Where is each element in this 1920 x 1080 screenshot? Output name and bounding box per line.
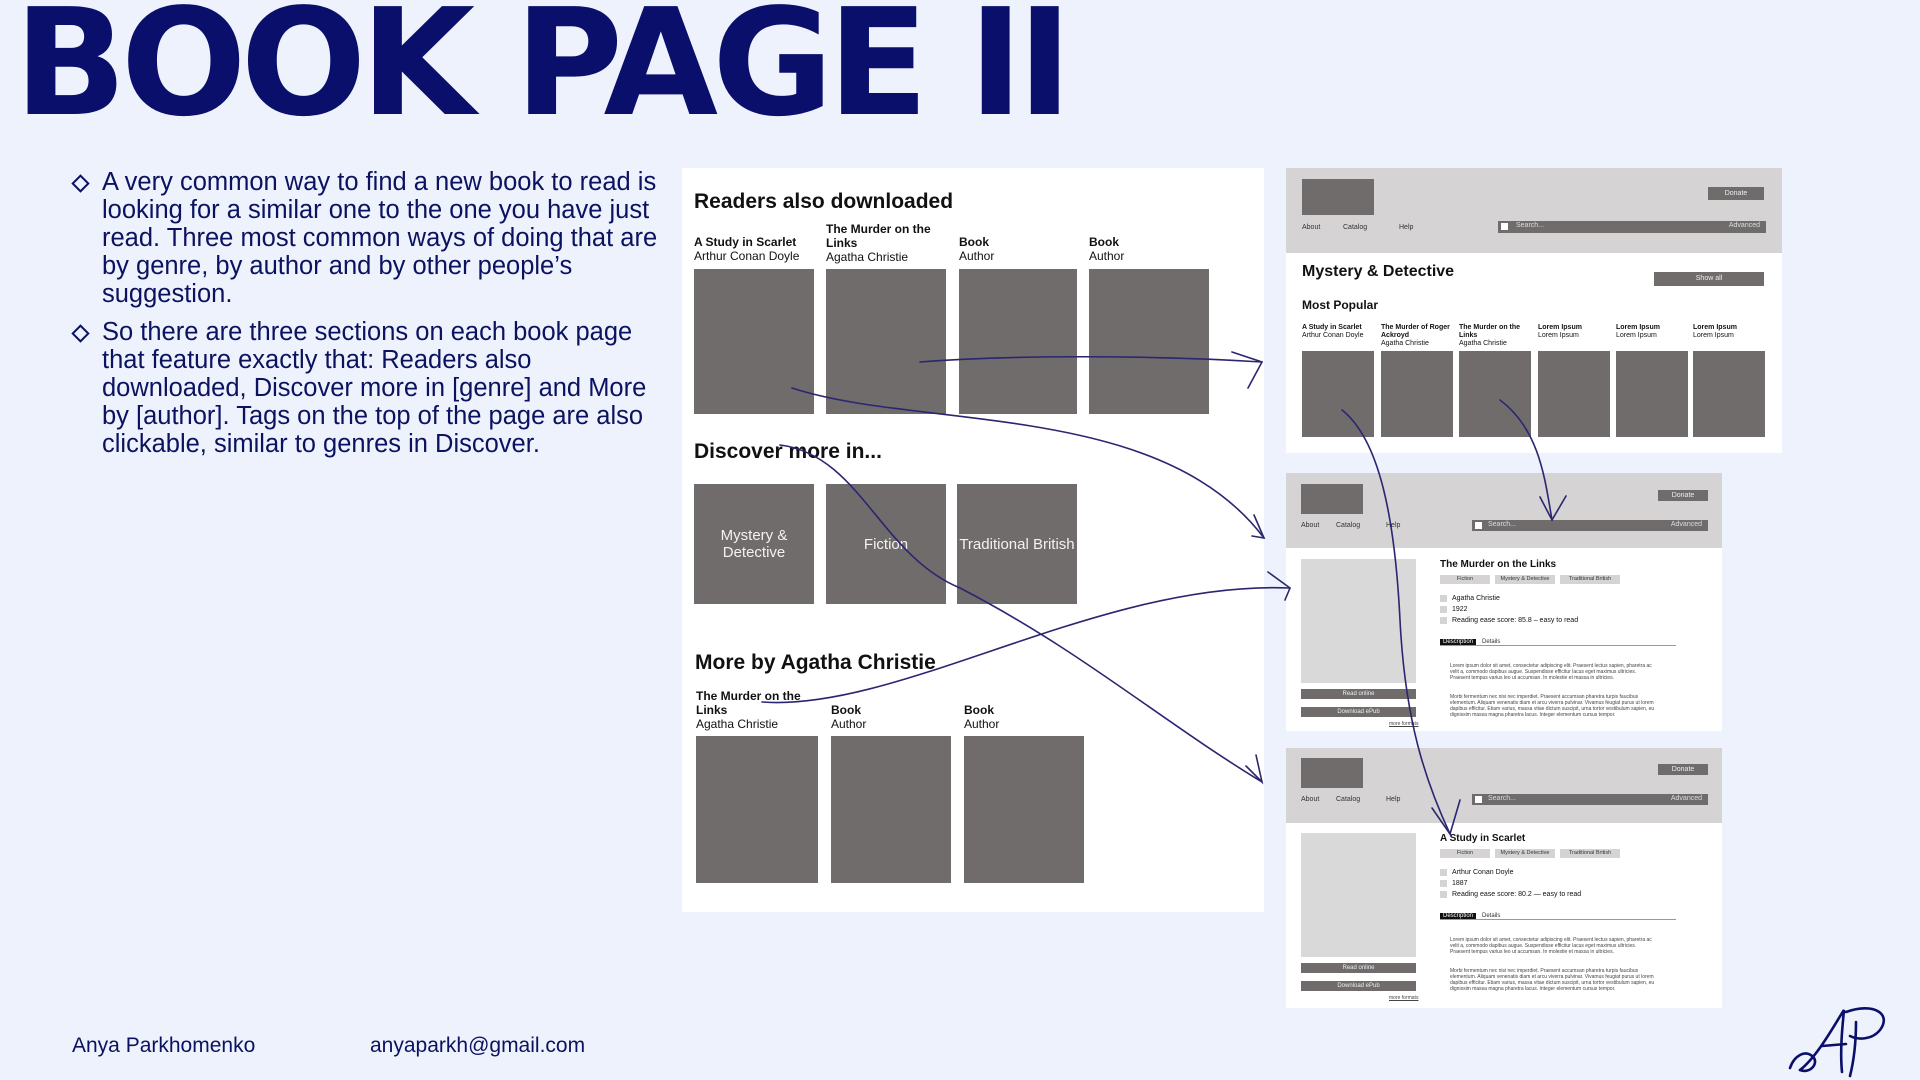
nav-help[interactable]: Help <box>1386 522 1401 529</box>
logo-placeholder[interactable] <box>1301 758 1363 788</box>
book-author: Agatha Christie <box>1459 340 1507 347</box>
page-title: BOOK PAGE II <box>14 0 1067 149</box>
book-caption[interactable] <box>1381 324 1453 348</box>
book-cover[interactable] <box>1616 351 1688 437</box>
book-title: Lorem Ipsum <box>1693 324 1737 331</box>
book-caption[interactable] <box>1538 324 1610 340</box>
book-author: Arthur Conan Doyle <box>694 249 800 263</box>
book-page-wireframe <box>682 168 1264 912</box>
genre-title: Mystery & Detective <box>1302 263 1455 280</box>
book-cover[interactable] <box>1693 351 1765 437</box>
book-caption[interactable] <box>964 703 1074 731</box>
nav-about[interactable]: About <box>1301 522 1320 529</box>
book-cover[interactable] <box>964 736 1084 883</box>
book-meta <box>1440 593 1578 626</box>
book-caption[interactable] <box>1616 324 1688 340</box>
diamond-bullet-icon <box>71 174 89 192</box>
meta-author-text: Arthur Conan Doyle <box>1452 869 1514 876</box>
author-name: Anya Parkhomenko <box>72 1034 256 1057</box>
meta-year <box>1440 878 1581 889</box>
donate-button[interactable]: Donate <box>1658 490 1708 501</box>
search-checkbox-icon <box>1475 522 1482 529</box>
book-page-wireframe-murder-on-the-links <box>1286 473 1722 731</box>
book-title: Book <box>964 703 994 717</box>
book-author: Lorem Ipsum <box>1538 332 1579 339</box>
book-cover[interactable] <box>696 736 818 883</box>
tag-mystery-detective[interactable]: Mystery & Detective <box>1495 575 1555 584</box>
calendar-icon <box>1440 880 1447 887</box>
book-page-wireframe-study-in-scarlet <box>1286 748 1722 1008</box>
advanced-search-link[interactable]: Advanced <box>1670 795 1702 802</box>
meta-reading-ease-text: Reading ease score: 80.2 — easy to read <box>1452 891 1582 898</box>
book-title: Lorem Ipsum <box>1616 324 1660 331</box>
bullet-item <box>72 318 672 458</box>
book-title: The Murder on the Links <box>1459 324 1521 339</box>
ap-monogram-logo <box>1784 1000 1900 1080</box>
logo-placeholder[interactable] <box>1301 484 1363 514</box>
meta-year <box>1440 604 1578 615</box>
description-paragraph: Morbi fermentum nec nisi nec imperdiet. Praesent accumsan pharetra turpis faucibus elementum. Aliquam venenatis diam et arcu viverra pulvinar. Vivamus feugiat purus ut lorem dapibus efficitur. Etiam varius, massa vitae dictum suscipit, urna tortor vestibulum sapien, eu dignissim massa magna pharetra lacus. Integer elementum cursus tempor. <box>1450 694 1655 718</box>
book-author: Lorem Ipsum <box>1693 332 1734 339</box>
read-online-button[interactable]: Read online <box>1301 689 1416 699</box>
download-epub-button[interactable]: Download ePub <box>1301 707 1416 717</box>
nav-help[interactable]: Help <box>1399 224 1414 231</box>
book-author: Agatha Christie <box>696 717 779 731</box>
book-caption[interactable] <box>831 703 941 731</box>
nav-catalog[interactable]: Catalog <box>1336 522 1361 529</box>
read-online-button[interactable]: Read online <box>1301 963 1416 973</box>
show-all-button[interactable]: Show all <box>1654 272 1764 286</box>
advanced-search-link[interactable]: Advanced <box>1670 521 1702 528</box>
book-cover-image <box>1301 833 1416 957</box>
description-paragraph: Morbi fermentum nec nisi nec imperdiet. Praesent accumsan pharetra turpis faucibus elementum. Aliquam venenatis diam et arcu viverra pulvinar. Vivamus feugiat purus ut lorem dapibus efficitur. Etiam varius, massa vitae dictum suscipit, urna tortor vestibulum sapien, eu dignissim massa magna pharetra lacus. Integer elementum cursus tempor. <box>1450 968 1655 992</box>
tab-details[interactable]: Details <box>1482 639 1501 645</box>
book-title: Lorem Ipsum <box>1538 324 1582 331</box>
book-meta <box>1440 867 1581 900</box>
meta-reading-ease <box>1440 889 1581 900</box>
book-cover[interactable] <box>831 736 951 883</box>
person-icon <box>1440 595 1447 602</box>
tag-traditional-british[interactable]: Traditional British <box>1560 575 1620 584</box>
book-author: Author <box>959 249 995 263</box>
book-cover[interactable] <box>1538 351 1610 437</box>
book-author: Author <box>964 717 1000 731</box>
book-title: The Murder of Roger Ackroyd <box>1381 324 1450 339</box>
meta-reading-ease <box>1440 615 1578 626</box>
search-checkbox-icon <box>1501 223 1508 230</box>
book-cover[interactable] <box>1089 269 1209 414</box>
book-author: Arthur Conan Doyle <box>1302 332 1364 339</box>
book-caption[interactable] <box>1693 324 1765 340</box>
book-caption[interactable] <box>826 222 944 264</box>
meta-author <box>1440 593 1578 604</box>
search-input[interactable] <box>1472 794 1708 805</box>
tab-details[interactable]: Details <box>1482 913 1501 919</box>
book-cover[interactable] <box>1381 351 1453 437</box>
search-input[interactable] <box>1472 520 1708 531</box>
book-title: Book <box>1089 235 1119 249</box>
nav-help[interactable]: Help <box>1386 796 1401 803</box>
more-formats-link[interactable]: more formats <box>1389 995 1419 1001</box>
bullet-item <box>72 168 672 308</box>
book-title: The Murder on the Links <box>696 689 801 717</box>
description-paragraph: Lorem ipsum dolor sit amet, consectetur adipiscing elit. Praesent lectus sapien, pharetra ac velit a, commodo dapibus augue. Suspendisse efficitur lacus eget maximus ultricies. Praesent tempus varius leo ut accumsan. In molestie et massa in ultricies. <box>1450 937 1652 955</box>
search-placeholder: Search... <box>1488 521 1517 528</box>
more-formats-link[interactable]: more formats <box>1389 721 1419 727</box>
book-tabs <box>1440 913 1676 920</box>
book-author: Agatha Christie <box>1381 340 1429 347</box>
more-by-author-heading: More by Agatha Christie <box>695 651 936 674</box>
book-cover[interactable] <box>959 269 1077 414</box>
search-input[interactable] <box>1498 221 1766 233</box>
book-cover[interactable] <box>1302 351 1374 437</box>
book-title: Book <box>831 703 861 717</box>
tag-traditional-british[interactable]: Traditional British <box>1560 849 1620 858</box>
book-title: The Murder on the Links <box>1440 559 1557 570</box>
book-caption[interactable] <box>1302 324 1374 340</box>
meta-year-text: 1922 <box>1452 606 1468 613</box>
search-checkbox-icon <box>1475 796 1482 803</box>
email-link[interactable]: anyaparkh@gmail.com <box>370 1034 586 1057</box>
description-paragraph: Lorem ipsum dolor sit amet, consectetur adipiscing elit. Praesent lectus sapien, pharetra ac velit a, commodo dapibus augue. Suspendisse efficitur lacus eget maximus ultricies. Praesent tempus varius leo ut accumsan. In molestie et massa in ultricies. <box>1450 663 1652 681</box>
book-cover[interactable] <box>694 269 814 414</box>
nav-catalog[interactable]: Catalog <box>1343 224 1368 231</box>
nav-about[interactable]: About <box>1301 796 1320 803</box>
tag-mystery-detective[interactable]: Mystery & Detective <box>1495 849 1555 858</box>
book-caption[interactable] <box>694 235 814 263</box>
book-caption[interactable] <box>696 689 816 731</box>
diamond-bullet-icon <box>71 324 89 342</box>
calendar-icon <box>1440 606 1447 613</box>
book-author: Agatha Christie <box>826 250 909 264</box>
tab-description[interactable]: Description <box>1440 639 1476 645</box>
nav-catalog[interactable]: Catalog <box>1336 796 1361 803</box>
readers-also-downloaded-heading: Readers also downloaded <box>694 190 954 213</box>
meta-author-text: Agatha Christie <box>1452 595 1500 602</box>
book-author: Author <box>1089 249 1125 263</box>
person-icon <box>1440 869 1447 876</box>
advanced-search-link[interactable]: Advanced <box>1728 222 1760 229</box>
tag-fiction[interactable]: Fiction <box>1440 849 1490 858</box>
download-epub-button[interactable]: Download ePub <box>1301 981 1416 991</box>
genre-tile-mystery-detective[interactable]: Mystery & Detective <box>694 484 814 604</box>
search-placeholder: Search... <box>1516 222 1545 229</box>
tag-fiction[interactable]: Fiction <box>1440 575 1490 584</box>
genre-tile-fiction[interactable]: Fiction <box>826 484 946 604</box>
discover-more-heading: Discover more in... <box>694 440 882 463</box>
description-list <box>72 168 672 468</box>
most-popular-heading: Most Popular <box>1302 298 1379 312</box>
book-title: Book <box>959 235 989 249</box>
bullet-text: So there are three sections on each book page that feature exactly that: Readers also downloaded, Discover more in [genre] and More by [author]. Tags on the top of the page are also clickable, similar to genres in Discover. <box>102 318 647 458</box>
book-title: A Study in Scarlet <box>694 235 797 249</box>
gauge-icon <box>1440 617 1447 624</box>
search-placeholder: Search... <box>1488 795 1517 802</box>
book-caption[interactable] <box>1459 324 1531 348</box>
book-title: A Study in Scarlet <box>1302 324 1362 331</box>
bullet-text: A very common way to find a new book to read is looking for a similar one to the one you have just read. Three most common ways of doing that are by genre, by author and by other people’s suggestion. <box>102 168 658 308</box>
meta-year-text: 1887 <box>1452 880 1468 887</box>
book-caption[interactable] <box>1089 235 1199 263</box>
donate-button[interactable]: Donate <box>1658 764 1708 775</box>
book-cover-image <box>1301 559 1416 683</box>
book-cover[interactable] <box>826 269 946 414</box>
book-title: The Murder on the Links <box>826 222 931 250</box>
genre-tile-traditional-british[interactable]: Traditional British <box>957 484 1077 604</box>
book-title: A Study in Scarlet <box>1440 833 1526 844</box>
book-author: Lorem Ipsum <box>1616 332 1657 339</box>
nav-about[interactable]: About <box>1302 224 1321 231</box>
genre-page-wireframe <box>1286 168 1782 453</box>
book-caption[interactable] <box>959 235 1069 263</box>
book-author: Author <box>831 717 867 731</box>
meta-reading-ease-text: Reading ease score: 85.8 – easy to read <box>1452 617 1579 624</box>
book-cover[interactable] <box>1459 351 1531 437</box>
book-tabs <box>1440 639 1676 646</box>
donate-button[interactable]: Donate <box>1708 187 1764 200</box>
logo-placeholder[interactable] <box>1302 179 1374 215</box>
tab-description[interactable]: Description <box>1440 913 1476 919</box>
meta-author <box>1440 867 1581 878</box>
gauge-icon <box>1440 891 1447 898</box>
